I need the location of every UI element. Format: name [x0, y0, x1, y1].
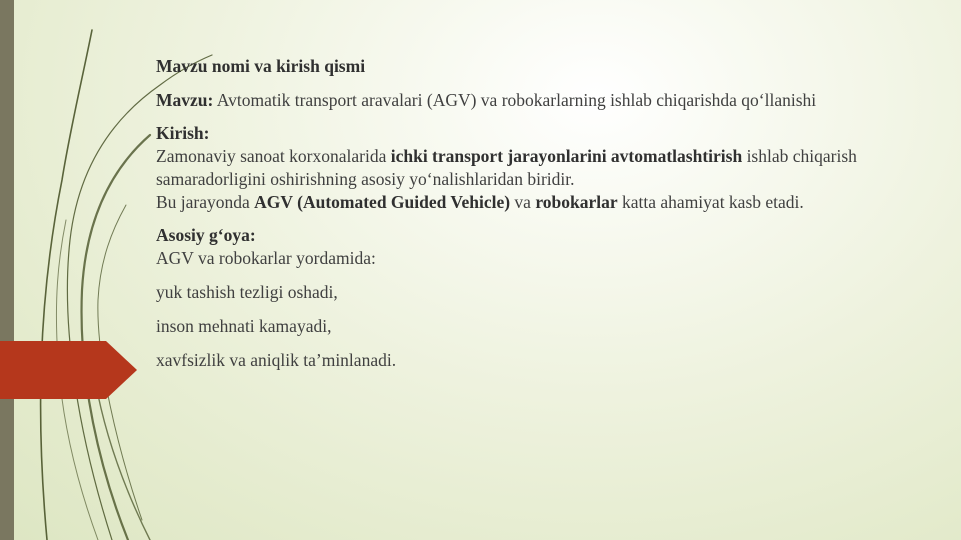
- robokar-bold-term: robokarlar: [535, 192, 618, 212]
- left-accent-bar: [0, 0, 14, 540]
- decor-curve-1: [41, 30, 92, 540]
- intro-paragraph-1: Zamonaviy sanoat korxonalarida ichki transport jarayonlarini avtomatlashtirish ishlab chiqarish samaradorligini oshirishning asosiy yo‘nalishlaridan biridir.: [156, 146, 857, 189]
- decor-curve-4: [98, 205, 142, 520]
- intro-label-line: [156, 122, 916, 145]
- intro-paragraph-2: Bu jarayonda AGV (Automated Guided Vehicle) va robokarlar katta ahamiyat kasb etadi.: [156, 192, 804, 212]
- decor-curve-3: [82, 135, 150, 540]
- agv-bold-term: AGV (Automated Guided Vehicle): [254, 192, 511, 212]
- topic-label: Mavzu:: [156, 90, 214, 110]
- list-item: xavfsizlik va aniqlik ta’minlanadi.: [156, 350, 397, 370]
- list-item: inson mehnati kamayadi,: [156, 316, 332, 336]
- intro-label: Kirish:: [156, 123, 210, 143]
- decor-curve-5: [92, 360, 150, 540]
- main-idea-lead: AGV va robokarlar yordamida:: [156, 248, 376, 268]
- slide-heading: Mavzu nomi va kirish qismi: [156, 56, 366, 76]
- accent-arrow-shape: [0, 341, 137, 399]
- intro-bold-phrase: ichki transport jarayonlarini avtomatlashtirish: [390, 146, 743, 166]
- main-idea-label-line: [156, 224, 916, 247]
- main-idea-label: Asosiy g‘oya:: [156, 225, 256, 245]
- topic-paragraph: [156, 89, 916, 112]
- slide-content: [156, 55, 916, 372]
- topic-text: Avtomatik transport aravalari (AGV) va robokarlarning ishlab chiqarishda qo‘llanishi: [216, 90, 817, 110]
- decor-curve-6: [56, 220, 98, 540]
- list-item: yuk tashish tezligi oshadi,: [156, 282, 338, 302]
